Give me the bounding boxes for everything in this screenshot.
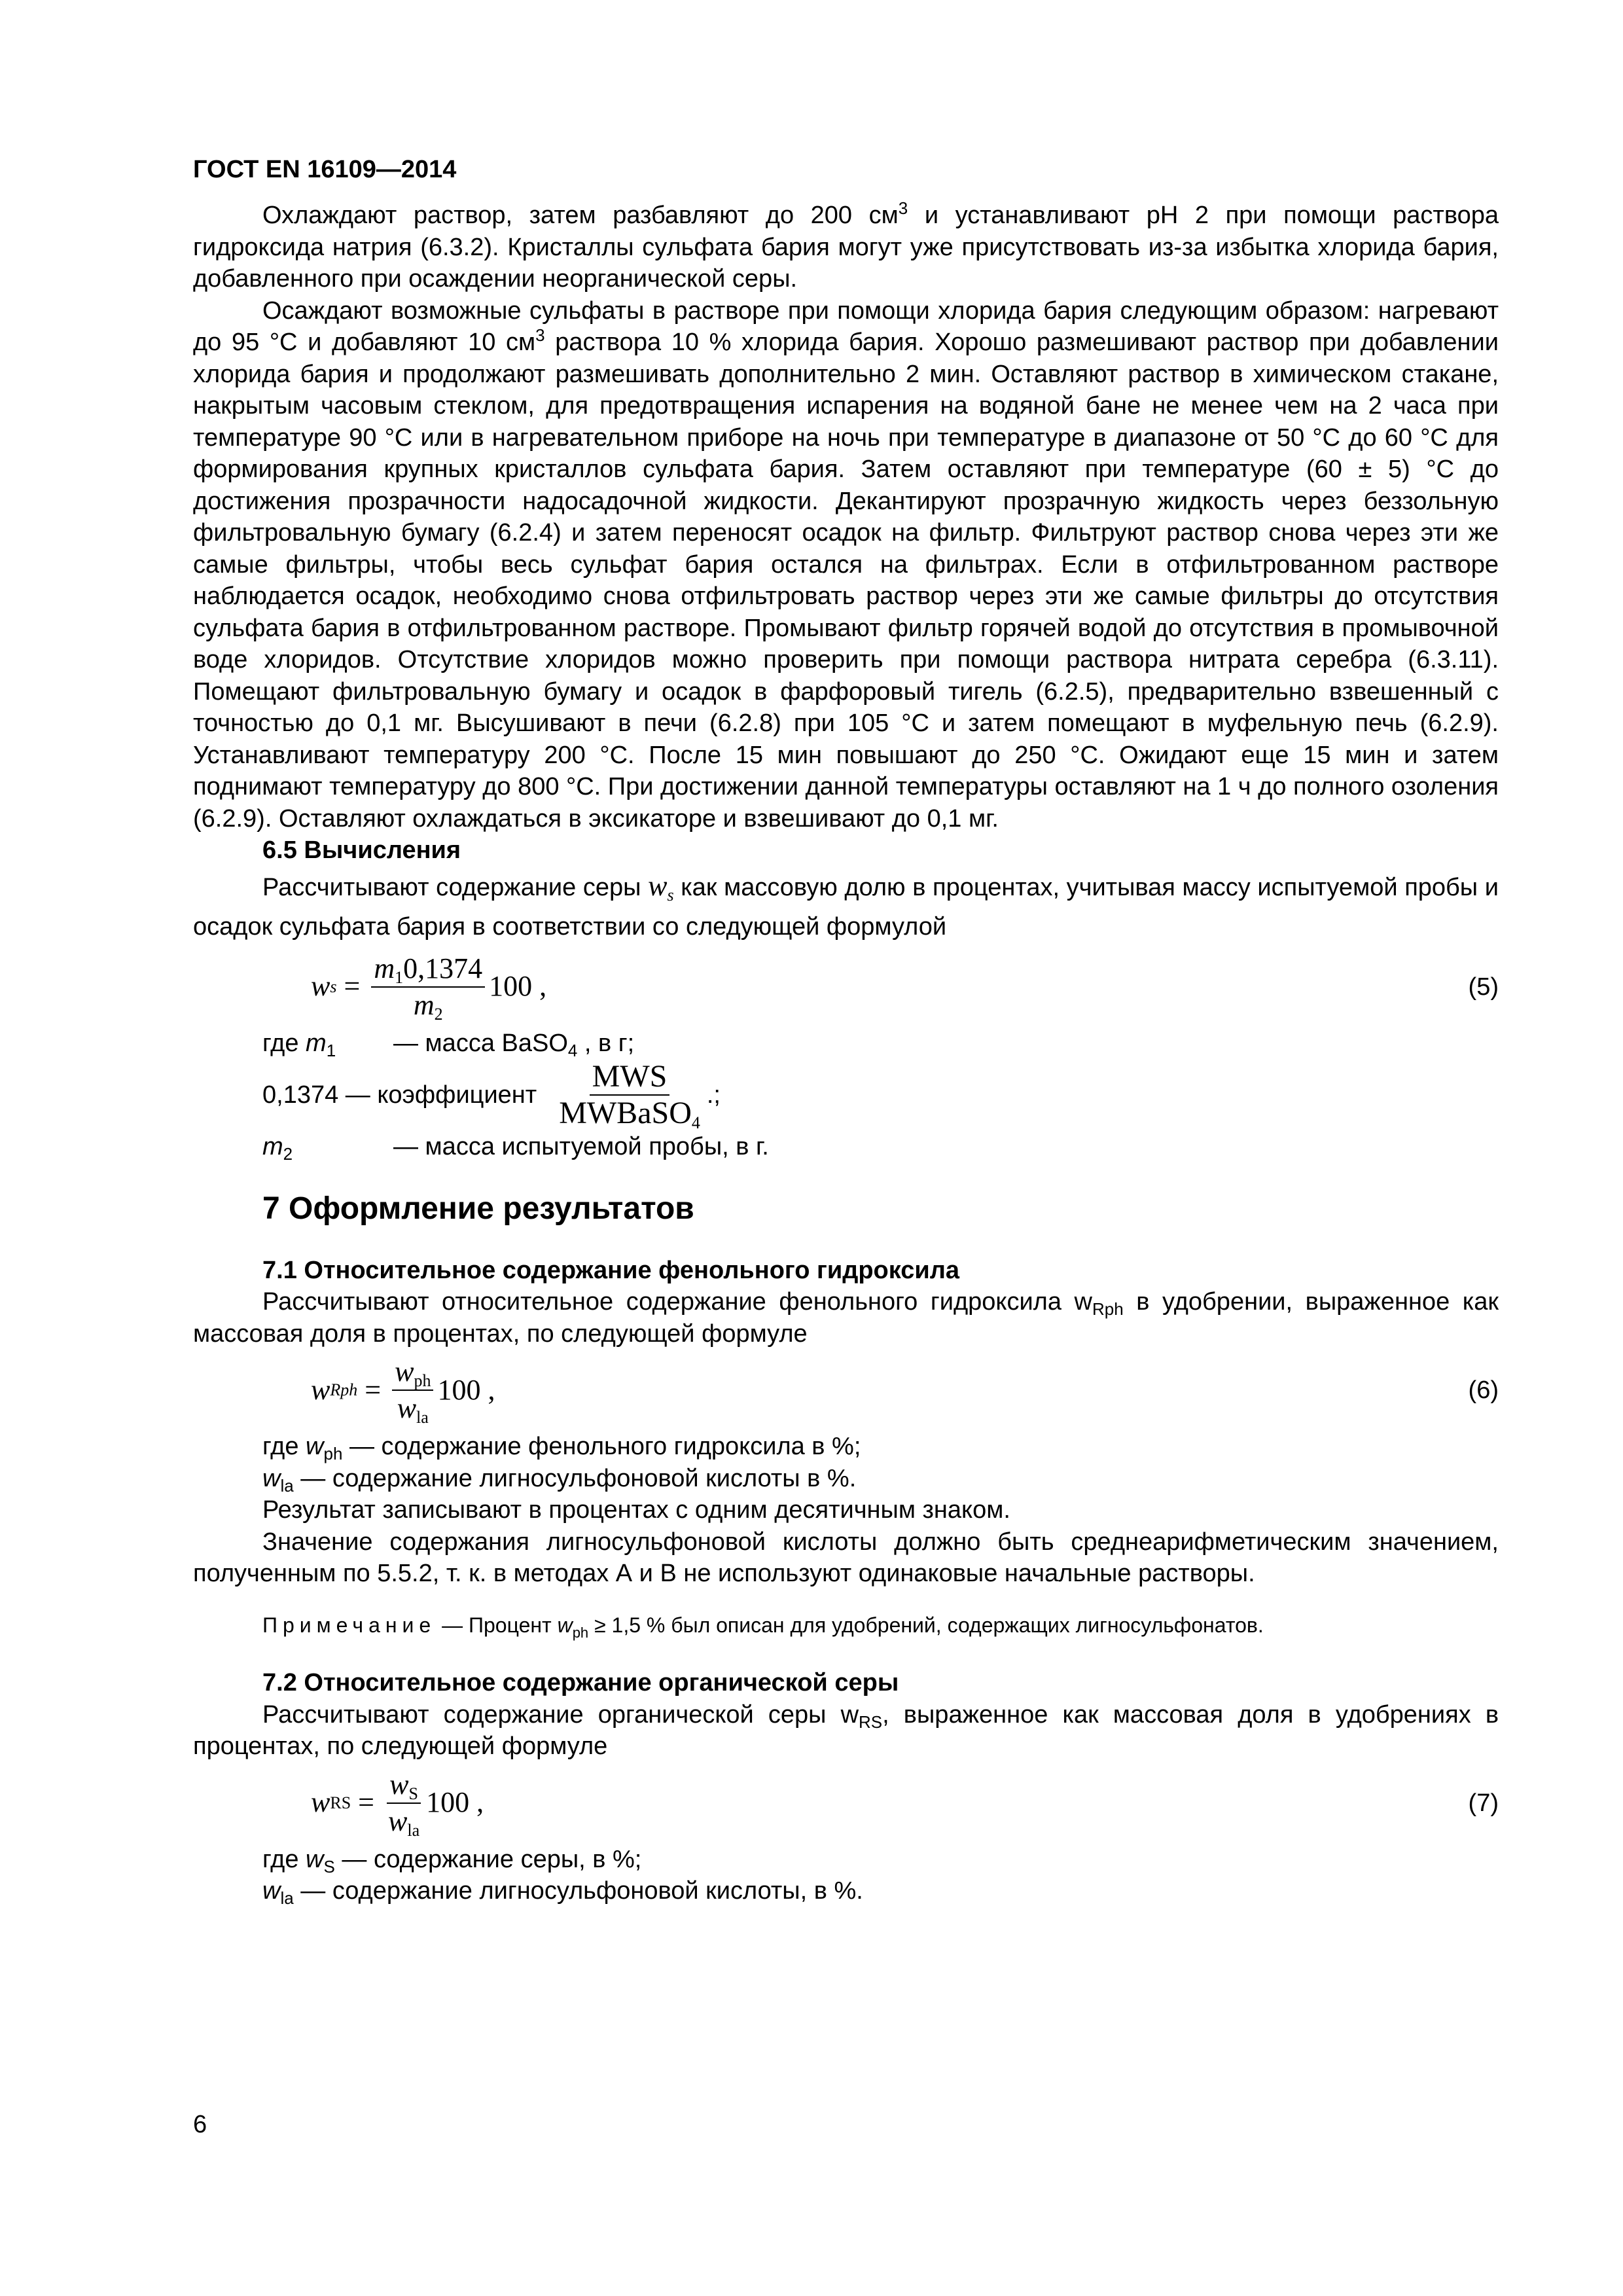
formula-6: w Rph = $\frac{w_{ph}}{w_{la}}$ 100 , [311,1355,495,1427]
formula-5-fraction: $\frac{m_10,1374}{m_2}$ [371,952,485,1022]
paragraph-calc-intro: Рассчитывают содержание серы $w_s$ как массовую долю в процентах, учитывая массу испытуемой пробы и осадок сульфата бария в соответствии со следующей формулой [193,869,1499,941]
formula-7-row [193,1763,1499,1844]
formula-5-number: (5) [1468,973,1499,1001]
formula-7: w RS = $\frac{w_S}{w_{la}}$ 100 , [311,1768,484,1840]
section-heading-7-2: 7.2 Относительное содержание органической серы [262,1669,899,1696]
document-page [193,0,1499,2296]
paragraph-7-2-intro: Рассчитывают содержание органической серы $w_{RS}$, выраженное как массовая доля в удобрениях в процентах, по следующей формуле [193,1700,1499,1760]
document-code-header: ГОСТ EN 16109—2014 [193,156,457,183]
paragraph-7-1-intro: Рассчитывают относительное содержание фенольного гидроксила $w_{Rph}$ в удобрении, выраженное как массовая доля в процентах, по следующей формуле [193,1288,1499,1348]
paragraph-precipitation: Осаждают возможные сульфаты в растворе при помощи хлорида бария следующим образом: нагревают до 95 °C и добавляют 10 $см^3$ раствора 10 % хлорида бария. Хорошо размешивают раствор при добавлении хлорида бария и продолжают размешивать дополнительно 2 мин. Оставляют раствор в химическом стакане, накрытым часовым стеклом, для предотвращения испарения на водяной бане не менее чем на 2 часа при температуре 90 °C или в нагревательном приборе на ночь при температуре в диапазоне от 50 °C до 60 °C для формирования крупных кристаллов сульфата бария. Затем оставляют при температуре (60 ± 5) °C до достижения прозрачности надосадочной жидкости. Декантируют прозрачную жидкость через беззольную фильтровальную бумагу (6.2.4) и затем переносят осадок на фильтр. Фильтруют раствор снова через эти же самые фильтры, чтобы весь сульфат бария остался на фильтрах. Если в отфильтрованном растворе наблюдается осадок, необходимо снова отфильтровать раствор через эти же самые фильтры до отсутствия сульфата бария в отфильтрованном растворе. Промывают фильтр горячей водой до отсутствия в промывочной воде хлоридов. Отсутствие хлоридов можно проверить при помощи раствора нитрата серебра (6.3.11). Помещают фильтровальную бумагу и осадок в фарфоровый тигель (6.2.5), предварительно взвешенный с точностью до 0,1 мг. Высушивают в печи (6.2.8) при 105 °C и затем помещают в муфельную печь (6.2.9). Устанавливают температуру 200 °C. После 15 мин повышают до 250 °C. Ожидают еще 15 мин и затем поднимают температуру до 800 °C. При достижении данной температуры оставляют на 1 ч до полного озоления (6.2.9). Оставляют охлаждаться в эксикаторе и взвешивают до 0,1 мг. [193,296,1499,833]
section-heading-7-1: 7.1 Относительное содержание фенольного гидроксила [262,1256,960,1284]
formula-5: w s = $\frac{m_10,1374}{m_2}$ 100 , [311,952,547,1024]
formula-6-fraction: $\frac{w_{ph}}{w_{la}}$ [392,1355,433,1425]
page-number: 6 [193,2111,207,2138]
formula-7-number: (7) [1468,1789,1499,1817]
formula-5-row [193,946,1499,1028]
definition-wla-2: $w_{la}$ — содержание лигносульфоновой кислоты, в %. [262,1877,863,1908]
formula-6-row [193,1350,1499,1431]
formula-6-number: (6) [1468,1376,1499,1404]
coefficient-fraction: $\frac{\text{MWS}}{MWBaSO_4}$ [559,1059,700,1132]
paragraph-cooling: Охлаждают раствор, затем разбавляют до 200 $см^3$ и устанавливают pH 2 при помощи раствора гидроксида натрия (6.3.2). Кристаллы сульфата бария могут уже присутствовать из-за избытка хлорида бария, добавленного при осаждении неорганической серы. [193,198,1499,293]
definition-m1: где $m_1$ — масса BaSO$_4$ , в г; [262,1029,635,1060]
definition-m2: $m_2$ — масса испытуемой пробы, в г. [262,1133,769,1164]
definition-wph: где $w_{ph}$ — содержание фенольного гидроксила в %; [262,1433,861,1463]
definition-ws: где $w_S$ — содержание серы, в %; [262,1845,642,1876]
section-heading-6-5: 6.5 Вычисления [262,836,461,864]
formula-7-fraction: $\frac{w_S}{w_{la}}$ [388,1768,420,1840]
note-7-1: Примечание — Процент $w_{ph} \ge 1,5$ % был описан для удобрений, содержащих лигносульфонатов. [262,1613,1264,1641]
paragraph-average-value: Значение содержания лигносульфоновой кислоты должно быть среднеарифметическим значением, полученным по 5.5.2, т. к. в методах А и В не используют одинаковые начальные растворы. [193,1528,1499,1587]
section-heading-7: 7 Оформление результатов [262,1191,694,1226]
document-body [193,200,1499,1907]
definition-coefficient: 0,1374 — коэффициент $\frac{\text{MWS}}{MWBaSO_4}$ .; [262,1059,721,1132]
paragraph-result-precision: Результат записывают в процентах с одним десятичным знаком. [262,1496,1010,1524]
definition-wla: $w_{la}$ — содержание лигносульфоновой кислоты в %. [262,1464,857,1496]
